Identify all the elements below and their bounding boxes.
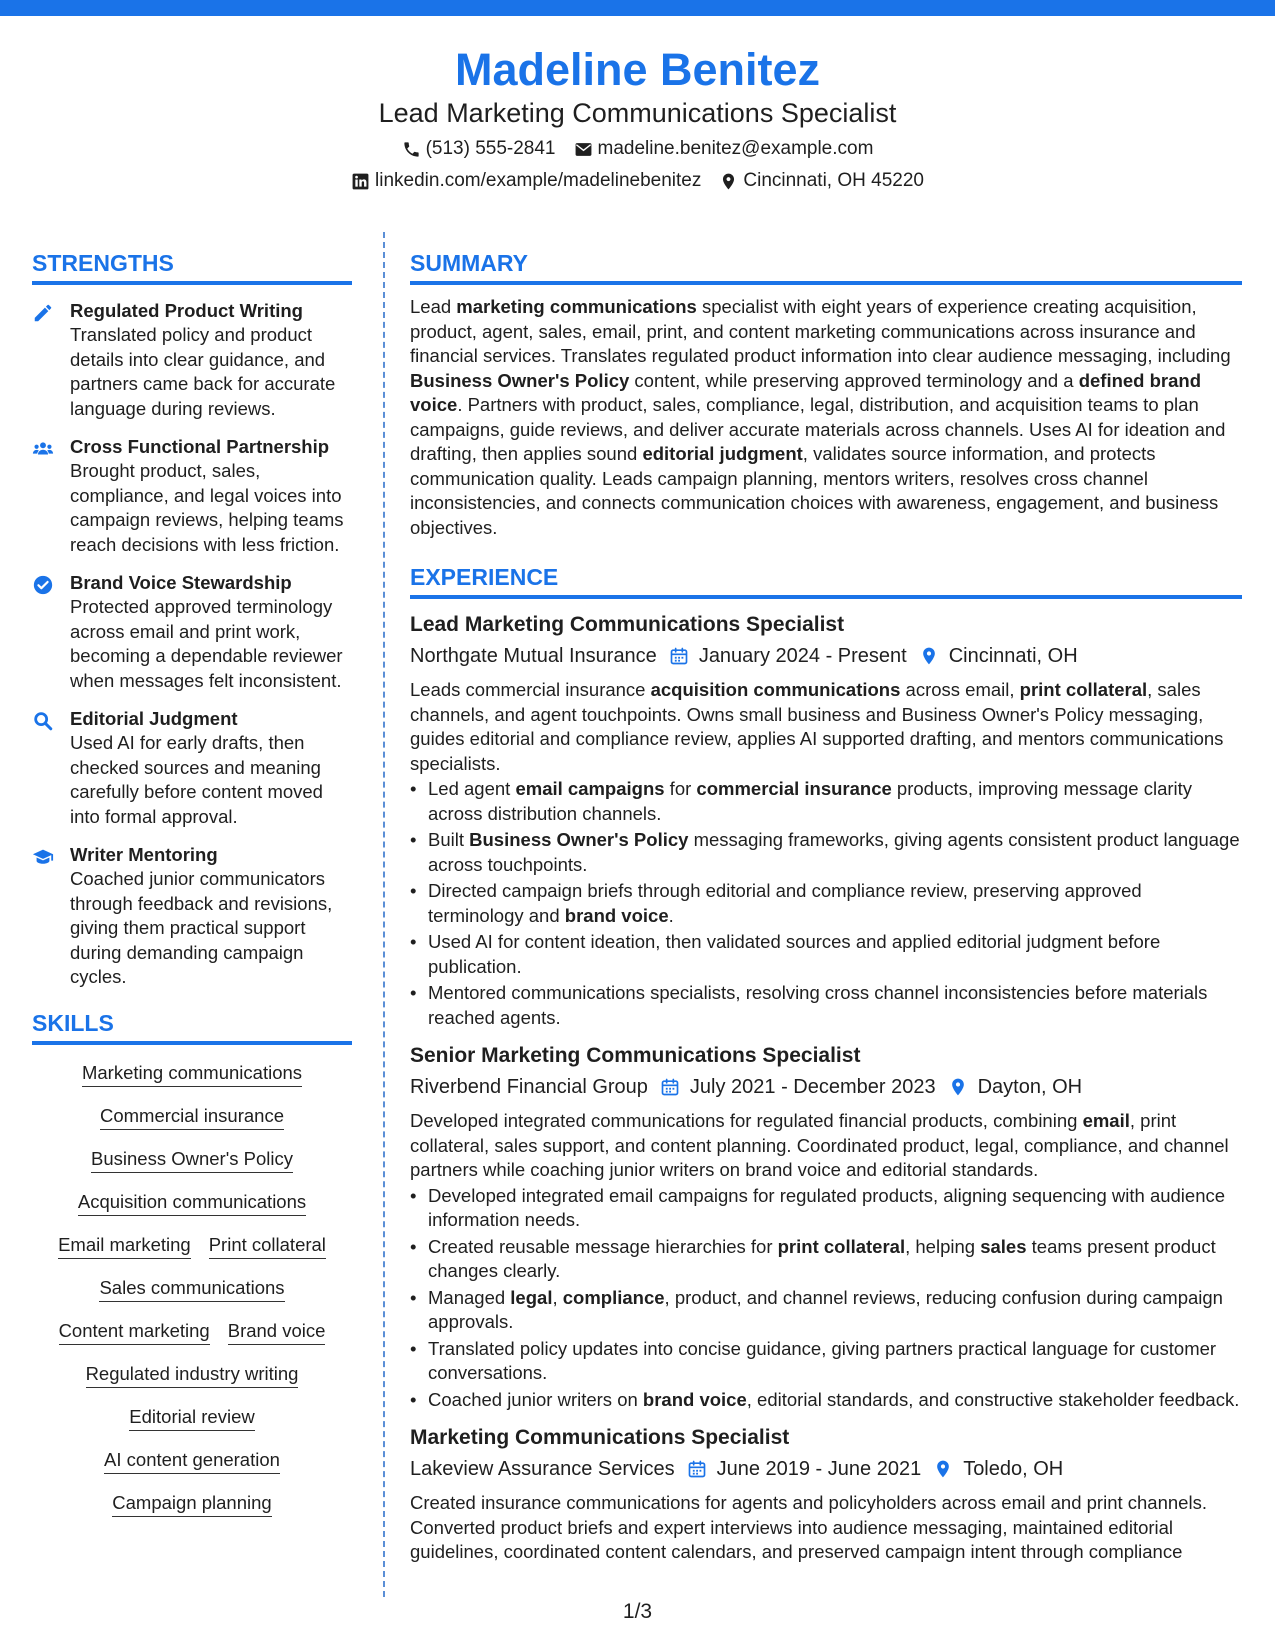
job-title: Marketing Communications Specialist bbox=[410, 1426, 790, 1449]
strength-item bbox=[32, 843, 352, 990]
skill-tag: Business Owner's Policy bbox=[91, 1147, 293, 1173]
strength-title: Brand Voice Stewardship bbox=[70, 572, 292, 593]
job-bullets bbox=[410, 777, 1242, 1030]
experience-heading: EXPERIENCE bbox=[410, 562, 1242, 599]
job-description: Created insurance communications for agents and policyholders across email and print channels. Converted product briefs and expert interviews into audience messaging, maintained editorial guidelines, coordinated content calendars, and preserved campaign intent through compliance bbox=[410, 1492, 1207, 1562]
skill-tag: Regulated industry writing bbox=[86, 1362, 299, 1388]
strength-description: Brought product, sales, compliance, and legal voices into campaign reviews, helping teams reach decisions with less friction. bbox=[70, 460, 344, 555]
job-description: Leads commercial insurance acquisition communications across email, print collateral, sales channels, and agent touchpoints. Owns small business and Business Owner's Policy messaging, guides editorial and compliance review, applies AI supported drafting, and mentors communications specialists. bbox=[410, 679, 1224, 774]
skill-row bbox=[32, 1491, 352, 1517]
strength-item bbox=[32, 707, 352, 829]
skill-row bbox=[32, 1362, 352, 1388]
bullet-item: • Directed campaign briefs through editorial and compliance review, preserving approved terminology and brand voice. bbox=[410, 879, 1242, 928]
strength-item bbox=[32, 435, 352, 557]
strength-title: Cross Functional Partnership bbox=[70, 436, 330, 457]
page-number: 1/3 bbox=[622, 1600, 653, 1623]
job-location bbox=[919, 642, 1078, 670]
calendar-icon bbox=[687, 1459, 707, 1479]
skill-tag: Content marketing bbox=[59, 1319, 210, 1345]
skill-row bbox=[32, 1233, 352, 1259]
job-dates bbox=[687, 1455, 922, 1483]
resume-header bbox=[0, 44, 1275, 194]
bullet-item: • Mentored communications specialists, resolving cross channel inconsistencies before materials reached agents. bbox=[410, 981, 1242, 1030]
strength-item bbox=[32, 571, 352, 693]
map-pin-icon bbox=[933, 1459, 953, 1479]
strengths-list bbox=[32, 299, 352, 990]
skill-tag: Campaign planning bbox=[112, 1491, 271, 1517]
bullet-item: • Developed integrated email campaigns for regulated products, aligning sequencing with audience information needs. bbox=[410, 1184, 1242, 1233]
map-pin-icon bbox=[719, 172, 738, 191]
skill-tag: Editorial review bbox=[129, 1405, 254, 1431]
skills-heading: SKILLS bbox=[32, 1008, 352, 1045]
skills-list bbox=[32, 1061, 352, 1517]
map-pin-icon bbox=[948, 1077, 968, 1097]
job-meta bbox=[410, 1455, 1242, 1483]
dates-text: July 2021 - December 2023 bbox=[689, 1076, 936, 1098]
skill-tag: Marketing communications bbox=[82, 1061, 302, 1087]
right-column bbox=[410, 248, 1242, 1565]
skill-row bbox=[32, 1190, 352, 1216]
strength-title: Writer Mentoring bbox=[70, 844, 218, 865]
candidate-title: Lead Marketing Communications Specialist bbox=[378, 98, 897, 128]
map-pin-icon bbox=[919, 646, 939, 666]
skill-tag: Commercial insurance bbox=[100, 1104, 284, 1130]
company-name: Riverbend Financial Group bbox=[410, 1076, 648, 1098]
email-contact bbox=[574, 136, 874, 162]
left-column bbox=[32, 248, 352, 1534]
job-meta bbox=[410, 1073, 1242, 1101]
linkedin-icon bbox=[351, 172, 370, 191]
experience-list bbox=[410, 611, 1242, 1565]
graduation-cap-icon bbox=[32, 843, 56, 990]
linkedin-text: linkedin.com/example/madelinebenitez bbox=[375, 170, 702, 191]
phone-text: (513) 555-2841 bbox=[425, 138, 556, 159]
email-text: madeline.benitez@example.com bbox=[597, 138, 874, 159]
skill-row bbox=[32, 1448, 352, 1474]
bullet-item: • Created reusable message hierarchies for print collateral, helping sales teams present product changes clearly. bbox=[410, 1235, 1242, 1284]
phone-contact bbox=[402, 136, 556, 162]
check-circle-icon bbox=[32, 571, 56, 693]
phone-icon bbox=[402, 140, 421, 159]
envelope-icon bbox=[574, 140, 593, 159]
job-title: Lead Marketing Communications Specialist bbox=[410, 613, 845, 636]
strength-description: Coached junior communicators through feedback and revisions, giving them practical support during demanding campaign cycles. bbox=[70, 868, 333, 987]
calendar-icon bbox=[669, 646, 689, 666]
skill-tag: Brand voice bbox=[228, 1319, 326, 1345]
strengths-heading: STRENGTHS bbox=[32, 248, 352, 285]
strength-item bbox=[32, 299, 352, 421]
bullet-item: • Coached junior writers on brand voice, editorial standards, and constructive stakeholder feedback. bbox=[410, 1388, 1242, 1413]
users-icon bbox=[32, 435, 56, 557]
location-text: Toledo, OH bbox=[963, 1458, 1064, 1480]
company-name: Lakeview Assurance Services bbox=[410, 1458, 675, 1480]
location-text: Cincinnati, OH 45220 bbox=[743, 170, 924, 191]
candidate-name: Madeline Benitez bbox=[454, 44, 821, 95]
job-location bbox=[948, 1073, 1082, 1101]
location-text: Cincinnati, OH bbox=[948, 645, 1078, 667]
company-name: Northgate Mutual Insurance bbox=[410, 645, 657, 667]
job-entry bbox=[410, 1424, 1242, 1565]
summary-heading: SUMMARY bbox=[410, 248, 1242, 285]
skill-tag: AI content generation bbox=[104, 1448, 280, 1474]
skill-row bbox=[32, 1061, 352, 1087]
job-dates bbox=[669, 642, 907, 670]
dates-text: January 2024 - Present bbox=[698, 645, 907, 667]
skill-row bbox=[32, 1319, 352, 1345]
skill-row bbox=[32, 1276, 352, 1302]
dates-text: June 2019 - June 2021 bbox=[716, 1458, 922, 1480]
search-icon bbox=[32, 707, 56, 829]
job-location bbox=[933, 1455, 1063, 1483]
job-meta bbox=[410, 642, 1242, 670]
skill-tag: Print collateral bbox=[209, 1233, 326, 1259]
contact-row-1 bbox=[0, 136, 1275, 162]
column-divider bbox=[383, 232, 385, 1597]
skill-row bbox=[32, 1104, 352, 1130]
location-text: Dayton, OH bbox=[977, 1076, 1083, 1098]
skill-row bbox=[32, 1405, 352, 1431]
skill-tag: Sales communications bbox=[99, 1276, 284, 1302]
strength-description: Used AI for early drafts, then checked sources and meaning carefully before content moved into formal approval. bbox=[70, 732, 323, 827]
strength-title: Regulated Product Writing bbox=[70, 300, 303, 321]
bullet-item: • Used AI for content ideation, then validated sources and applied editorial judgment before publication. bbox=[410, 930, 1242, 979]
job-entry bbox=[410, 611, 1242, 1030]
top-accent-bar bbox=[0, 0, 1275, 16]
bullet-item: • Led agent email campaigns for commercial insurance products, improving message clarity across distribution channels. bbox=[410, 777, 1242, 826]
job-dates bbox=[660, 1073, 936, 1101]
bullet-item: • Built Business Owner's Policy messaging frameworks, giving agents consistent product language across touchpoints. bbox=[410, 828, 1242, 877]
bullet-item: • Translated policy updates into concise guidance, giving partners practical language for customer conversations. bbox=[410, 1337, 1242, 1386]
strength-title: Editorial Judgment bbox=[70, 708, 238, 729]
strength-description: Translated policy and product details into clear guidance, and partners came back for accurate language during reviews. bbox=[70, 324, 336, 419]
skill-tag: Acquisition communications bbox=[78, 1190, 306, 1216]
job-title: Senior Marketing Communications Specialist bbox=[410, 1044, 861, 1067]
bullet-item: • Managed legal, compliance, product, and channel reviews, reducing confusion during campaign approvals. bbox=[410, 1286, 1242, 1335]
job-entry bbox=[410, 1042, 1242, 1412]
job-bullets bbox=[410, 1184, 1242, 1413]
contact-row-2 bbox=[0, 168, 1275, 194]
job-description: Developed integrated communications for regulated financial products, combining email, print collateral, sales support, and content planning. Coordinated product, legal, compliance, and channel partners while coaching junior writers on brand voice and editorial standards. bbox=[410, 1110, 1229, 1180]
pencil-icon bbox=[32, 299, 56, 421]
calendar-icon bbox=[660, 1077, 680, 1097]
location-contact bbox=[719, 168, 924, 194]
skill-tag: Email marketing bbox=[58, 1233, 191, 1259]
skill-row bbox=[32, 1147, 352, 1173]
strength-description: Protected approved terminology across email and print work, becoming a dependable reviewer when messages felt inconsistent. bbox=[70, 596, 343, 691]
summary-text: Lead marketing communications specialist with eight years of experience creating acquisition, product, agent, sales, email, print, and content marketing communications across insurance and financial services. Translates regulated product information into clear audience messaging, including Business Owner's Policy content, while preserving approved terminology and a defined brand voice. Partners with product, sales, compliance, legal, distribution, and acquisition teams to plan campaigns, guide reviews, and deliver accurate materials across channels. Uses AI for ideation and drafting, then applies sound editorial judgment, validates source information, and protects communication quality. Leads campaign planning, mentors writers, resolves cross channel inconsistencies, and connects communication choices with awareness, engagement, and business objectives. bbox=[410, 296, 1231, 538]
linkedin-contact bbox=[351, 168, 701, 194]
